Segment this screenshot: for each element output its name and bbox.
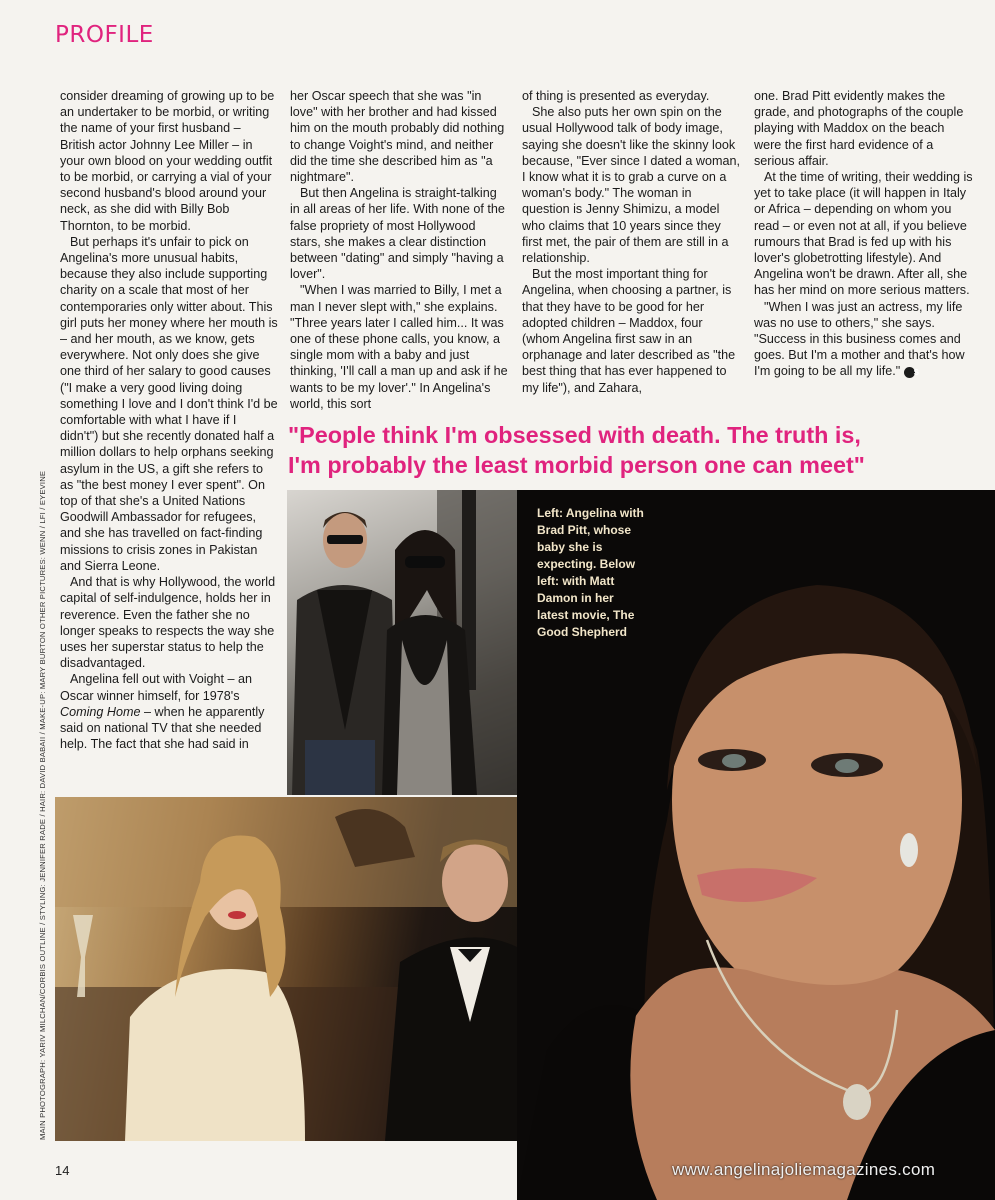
paragraph: consider dreaming of growing up to be an undertaker to be morbid, or writing the name of your first husband – British actor Johnny Lee Miller – in your own blood on your wedding outfit to be morbid, or carrying a vial of your second husband's blood around your neck, as she did with Billy Bob Thornton, to be morbid. <box>60 89 275 233</box>
pull-quote-line: I'm probably the least morbid person one can meet" <box>288 452 865 478</box>
end-mark-icon: S <box>904 367 915 378</box>
photo-credits: MAIN PHOTOGRAPH: YARIV MILCHAN/CORBIS OUTLINE / STYLING: JENNIFER RADE / HAIR: DAVID BABAII / MAKE-UP: MARY BURTON OTHER PICTURES: WENN / LFI / EYEVINE <box>38 470 47 1140</box>
page-number: 14 <box>55 1163 70 1178</box>
paragraph <box>60 671 278 752</box>
paragraph: And that is why Hollywood, the world capital of self-indulgence, holds her in reverence. Even the father she no longer speaks to respects the way she uses her superstar status to help the disadvantaged. <box>60 575 276 671</box>
paragraph <box>754 299 974 380</box>
photo-illustration <box>55 797 517 1141</box>
film-title: Coming Home <box>60 704 141 719</box>
section-label: PROFILE <box>55 22 154 48</box>
article-column-3 <box>522 88 740 396</box>
paragraph: But perhaps it's unfair to pick on Angelina's more unusual habits, because they also include supporting charity on a scale that most of her contemporaries only witter about. This girl puts her money where her mouth is – and her mouth, as we know, gets everywhere. Not only does she give one third of her salary to good causes ("I make a very good living doing something I love and I don't think I'd be comfortable with what I have if I didn't") but she recently donated half a million dollars to help orphans seeking asylum in the US, a gift she refers to as "the best money I ever spent". On top of that she's a United Nations Goodwill Ambassador for refugees, and she has travelled on fact-finding missions to crisis zones in Pakistan and Sierra Leone. <box>60 234 278 573</box>
photo-caption: Left: Angelina with Brad Pitt, whose baby she is expecting. Below left: with Matt Damon in her latest movie, The Good Shepherd <box>537 506 644 639</box>
paragraph: But then Angelina is straight-talking in all areas of her life. With none of the false propriety of most Hollywood stars, she makes a clear distinction between "dating" and simply "having a lover". <box>290 186 505 282</box>
paragraph: At the time of writing, their wedding is yet to take place (it will happen in Italy or Africa – depending on whom you read – or even not at all, if you believe rumours that Brad is fed up with his lover's globetrotting lifestyle). And Angelina won't be drawn. After all, she has her mind on more serious matters. <box>754 170 973 298</box>
photo-illustration <box>287 490 517 795</box>
text-run: Angelina fell out with Voight – an Oscar winner himself, for 1978's <box>60 672 253 703</box>
paragraph: one. Brad Pitt evidently makes the grade, and photographs of the couple playing with Maddox on the beach were the first hard evidence of a serious affair. <box>754 89 964 168</box>
article-column-2 <box>290 88 508 412</box>
text-run: "When I was just an actress, my life was no use to others," she says. "Success in this business comes and goes. But I'm a mother and that's how I'm going to be all my life." <box>754 299 965 379</box>
photo-the-good-shepherd-still <box>55 797 517 1141</box>
article-column-1 <box>60 88 278 752</box>
paragraph: She also puts her own spin on the usual Hollywood talk of body image, saying she doesn't like the skinny look because, "Ever since I dated a woman, I know what it is to grab a curve on a woman's body." The woman in question is Jenny Shimizu, a model who claims that 10 years since they first met, the pair of them are still in a relationship. <box>522 105 740 266</box>
paragraph: of thing is presented as everyday. <box>522 89 710 103</box>
watermark: www.angelinajoliemagazines.com <box>672 1160 936 1179</box>
photo-angelina-brad-pitt <box>287 490 517 795</box>
article-column-4 <box>754 88 974 380</box>
pull-quote <box>288 420 988 480</box>
text-run: – when he apparently said on national TV that she needed help. The fact that she had said in <box>60 704 265 752</box>
paragraph: But the most important thing for Angelina, when choosing a partner, is that they have to be good for her adopted children – Maddox, four (whom Angelina first saw in an orphanage and later described as "the best thing that has ever happened to my life"), and Zahara, <box>522 267 736 395</box>
paragraph: "When I was married to Billy, I met a man I never slept with," she explains. "Three years later I called him... It was one of these phone calls, you know, a single mom with a baby and just thinking, 'I'll call a man up and ask if he wants to be my lover'." In Angelina's world, this sort <box>290 283 508 411</box>
paragraph: her Oscar speech that she was "in love" with her brother and had kissed him on the mouth probably did nothing to change Voight's mind, and neither did the time she described him as "a nightmare". <box>290 89 505 185</box>
pull-quote-line: "People think I'm obsessed with death. The truth is, <box>288 422 861 448</box>
